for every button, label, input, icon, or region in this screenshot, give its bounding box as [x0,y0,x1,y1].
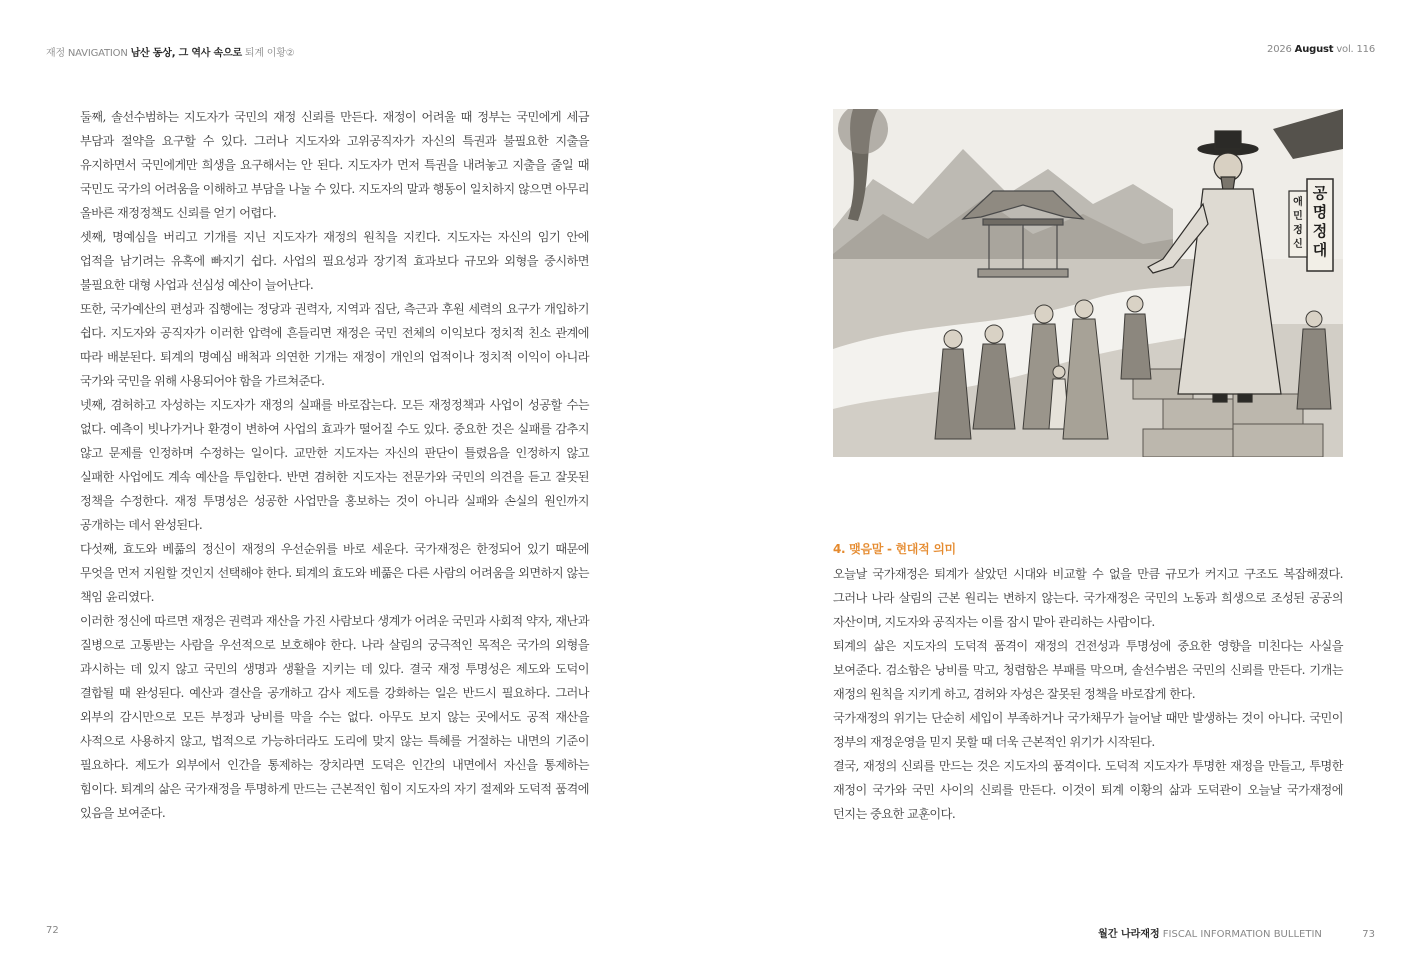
right-column-body [833,538,1343,826]
header-year: 2026 [1267,44,1292,55]
header-month: August [1294,44,1334,55]
running-header-right [1267,44,1375,55]
body-paragraph: 셋째, 명예심을 버리고 기개를 지닌 지도자가 재정의 원칙을 지킨다. 지도자는 자신의 임기 안에 업적을 남기려는 유혹에 빠지기 쉽다. 사업의 필요성과 장기적 효과보다 규모와 외형을 중시하면 불필요한 대형 사업과 선심성 예산이 늘어난다. [80,230,589,292]
body-paragraph: 결국, 재정의 신뢰를 만드는 것은 지도자의 품격이다. 도덕적 지도자가 투명한 재정을 만들고, 투명한 재정이 국가와 국민 사이의 신뢰를 만든다. 이것이 퇴계 이황의 삶과 도덕관이 오늘날 국가재정에 던지는 중요한 교훈이다. [833,759,1343,821]
sign-side-text: 애 민 정 신 [1293,197,1303,250]
body-paragraph: 이러한 정신에 따르면 재정은 권력과 재산을 가진 사람보다 생계가 어려운 국민과 사회적 약자, 재난과 질병으로 고통받는 사람을 우선적으로 보호해야 한다. 나라 살림의 궁극적인 목적은 국가의 외형을 과시하는 데 있지 않고 국민의 생명과 생활을 지키는 데 있다. 결국 재정 투명성은 제도와 도덕이 결합될 때 완성된다. 예산과 결산을 공개하고 감사 제도를 강화하는 일은 반드시 필요하다. 그러나 외부의 감시만으로 모든 부정과 낭비를 막을 수는 없다. 아무도 보지 않는 곳에서도 공적 재산을 사적으로 사용하지 않고, 법적으로 가능하더라도 도리에 맞지 않는 특혜를 거절하는 내면의 기준이 필요하다. 제도가 외부에서 인간을 통제하는 장치라면 도덕은 인간의 내면에서 자신을 통제하는 힘이다. 퇴계의 삶은 국가재정을 투명하게 만드는 근본적인 힘이 지도자의 자기 절제와 도덕적 품격에 있음을 보여준다. [80,614,589,820]
header-article-subtitle: 퇴계 이황② [244,48,295,59]
footer-title: FISCAL INFORMATION BULLETIN [1162,929,1322,940]
page-number-right: 73 [1362,929,1375,940]
running-footer-right [1098,925,1375,940]
sign-main-text: 공 명 정 대 [1312,184,1328,259]
body-paragraph: 오늘날 국가재정은 퇴계가 살았던 시대와 비교할 수 없을 만큼 규모가 커지고 구조도 복잡해졌다. 그러나 나라 살림의 근본 원리는 변하지 않는다. 국가재정은 국민의 노동과 희생으로 조성된 공공의 자산이며, 지도자와 공직자는 이를 잠시 맡아 관리하는 사람이다. [833,567,1343,629]
header-section-label: 재정 NAVIGATION [46,48,128,59]
header-article-title: 남산 동상, 그 역사 속으로 [130,48,242,59]
body-paragraph: 다섯째, 효도와 베풂의 정신이 재정의 우선순위를 바로 세운다. 국가재정은 한정되어 있기 때문에 무엇을 먼저 지원할 것인지 선택해야 한다. 퇴계의 효도와 베풂은 다른 사람의 어려움을 외면하지 않는 책임 윤리였다. [80,542,589,604]
running-header-left [46,44,294,59]
body-paragraph: 둘째, 솔선수범하는 지도자가 국민의 재정 신뢰를 만든다. 재정이 어려울 때 정부는 국민에게 세금 부담과 절약을 요구할 수 있다. 그러나 지도자와 고위공직자가 자신의 특권과 불필요한 지출을 유지하면서 국민에게만 희생을 요구해서는 안 된다. 지도자가 먼저 특권을 내려놓고 지출을 줄일 때 국민도 국가의 어려움을 이해하고 부담을 나눌 수 있다. 지도자의 말과 행동이 일치하지 않으면 아무리 올바른 재정정책도 신뢰를 얻기 어렵다. [80,110,589,220]
body-paragraph: 또한, 국가예산의 편성과 집행에는 정당과 권력자, 지역과 집단, 측근과 후원 세력의 요구가 개입하기 쉽다. 지도자와 공직자가 이러한 압력에 흔들리면 재정은 국민 전체의 이익보다 정치적 친소 관계에 따라 배분된다. 퇴계의 명예심 배척과 의연한 기개는 재정이 개인의 업적이나 정치적 이익이 아니라 국가와 국민을 위해 사용되어야 함을 가르쳐준다. [80,302,589,388]
footer-brand: 월간 나라재정 [1098,929,1160,940]
body-paragraph: 넷째, 겸허하고 자성하는 지도자가 재정의 실패를 바로잡는다. 모든 재정정책과 사업이 성공할 수는 없다. 예측이 빗나가거나 환경이 변하여 사업의 효과가 떨어질 수도 있다. 중요한 것은 실패를 감추지 않고 문제를 인정하며 수정하는 일이다. 교만한 지도자는 자신의 판단이 틀렸음을 인정하지 않고 실패한 사업에도 계속 예산을 투입한다. 반면 겸허한 지도자는 전문가와 국민의 의견을 듣고 잘못된 정책을 수정한다. 재정 투명성은 성공한 사업만을 홍보하는 것이 아니라 실패와 손실의 원인까지 공개하는 데서 완성된다. [80,398,589,532]
body-paragraph: 퇴계의 삶은 지도자의 도덕적 품격이 재정의 건전성과 투명성에 중요한 영향을 미친다는 사실을 보여준다. 검소함은 낭비를 막고, 청렴함은 부패를 막으며, 솔선수범은 국민의 신뢰를 만든다. 기개는 재정의 원칙을 지키게 하고, 겸허와 자성은 잘못된 정책을 바로잡게 한다. [833,639,1343,701]
header-volume: vol. 116 [1336,44,1375,55]
body-paragraph: 국가재정의 위기는 단순히 세입이 부족하거나 국가채무가 늘어날 때만 발생하는 것이 아니다. 국민이 정부의 재정운영을 믿지 못할 때 더욱 근본적인 위기가 시작된다. [833,711,1343,749]
page-number-left: 72 [46,925,59,936]
section-title: 4. 맺음말 - 현대적 의미 [833,542,956,556]
historical-illustration [833,109,1343,457]
left-column-body [80,105,589,825]
